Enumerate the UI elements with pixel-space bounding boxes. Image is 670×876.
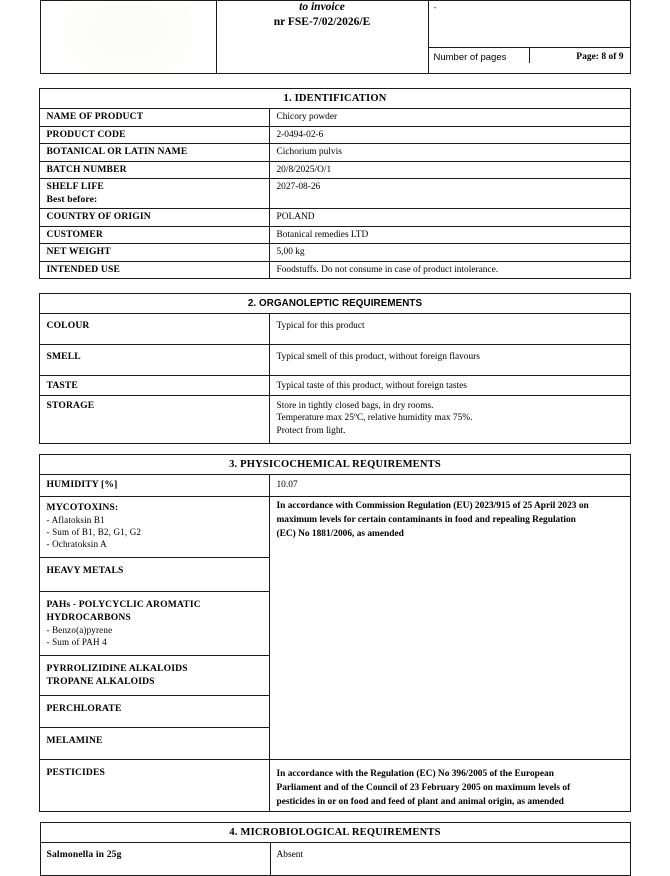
row-label-pahs [40,592,270,656]
row-value: Foodstuffs. Do not consume in case of product intolerance. [270,261,630,279]
row-value-humidity: 10.07 [270,475,630,497]
row-label: TASTE [40,376,270,396]
row-label: PAHs - POLYCYCLIC AROMATIC [46,599,201,610]
regulation-line: maximum levels for certain contaminants in food and repealing Regulation [276,514,576,525]
organoleptic-table [39,293,630,444]
sub-item: - Aflatoksin B1 [46,515,105,525]
row-label-secondary: Best before: [46,193,98,205]
regulation-line: In accordance with the Regulation (EC) No 396/2005 of the European [276,769,554,779]
table-row [40,144,630,162]
sub-item: - Ochratoksin A [46,539,107,549]
section-title-text: 4. MICROBIOLOGICAL REQUIREMENTS [40,823,630,843]
row-value: Chicory powder [270,109,630,127]
section-title-text: 1. IDENTIFICATION [40,89,630,109]
microbiological-table [40,822,631,876]
section-title-physicochemical [40,455,630,475]
table-row [40,496,630,558]
row-value: 5,00 kg [270,244,630,262]
row-label: STORAGE [40,395,270,444]
row-label: COUNTRY OF ORIGIN [40,209,270,227]
row-label: SMELL [40,345,270,376]
row-value-storage [270,395,630,444]
row-label: CUSTOMER [40,226,270,244]
row-value: Typical for this product [270,314,630,345]
table-row [40,209,630,227]
row-value: Typical smell of this product, without foreign flavours [270,345,630,376]
row-label: TROPANE ALKALOIDS [46,675,155,687]
section-title-microbiological [40,823,630,843]
table-row [40,843,630,876]
header-note: - [429,1,630,48]
row-label-perchlorate: PERCHLORATE [40,696,270,728]
table-row [40,109,630,127]
row-label: MYCOTOXINS: [46,501,119,513]
invoice-number: nr FSE-7/02/2026/E [273,16,371,28]
row-label-shelf-life [40,179,270,209]
row-label-mycotoxins [40,496,270,558]
row-value: 2-0494-02-6 [270,126,630,144]
invoice-reference-cell [216,1,428,74]
contaminants-regulation-value [270,496,630,760]
regulation-line: Parliament and of the Council of 23 February 2005 on maximum levels of [276,783,571,793]
row-label: NAME OF PRODUCT [40,109,270,127]
regulation-line: pesticides in or on food and feed of plant and animal origin, as amended [276,797,564,807]
table-row [40,760,630,812]
row-label: PRODUCT CODE [40,126,270,144]
row-label-alkaloids [40,656,270,696]
table-row [40,126,630,144]
row-value: POLAND [270,209,630,227]
storage-line: Temperature max 25ºC, relative humidity max 75%. [276,413,473,423]
row-label: COLOUR [40,314,270,345]
section-title-identification [40,89,630,109]
pesticides-regulation-value [270,760,630,812]
table-row [40,475,630,497]
regulation-line: (EC) No 1881/2006, as amended [276,528,404,539]
storage-line: Store in tightly closed bags, in dry rooms. [276,400,434,411]
page-info-table [429,1,630,63]
row-label-pesticides: PESTICIDES [40,760,270,812]
section-title-text: 2. ORGANOLEPTIC REQUIREMENTS [40,294,630,314]
row-label-heavy-metals: HEAVY METALS [40,558,270,592]
row-label-salmonella: Salmonella in 25g [40,843,270,876]
row-label: BOTANICAL OR LATIN NAME [40,144,270,162]
table-row [40,261,630,279]
row-label: SHELF LIFE [46,181,104,192]
table-row [40,161,630,179]
identification-table [39,88,630,279]
logo-cell [40,1,216,74]
sub-item: - Sum of PAH 4 [46,637,107,647]
row-label: NET WEIGHT [40,244,270,262]
section-title-text: 3. PHYSICOCHEMICAL REQUIREMENTS [40,455,630,475]
row-value: Botanical remedies LTD [270,226,630,244]
table-row [40,376,630,396]
invoice-label: to invoice [299,1,345,13]
row-value: 2027-08-26 [270,179,630,209]
number-of-pages-label: Number of pages [429,48,530,64]
table-row [40,395,630,444]
row-label: INTENDED USE [40,261,270,279]
header-table [40,0,631,74]
page-info-cell [428,1,630,74]
page-indicator: Page: 8 of 9 [576,52,624,62]
physicochemical-table [39,454,630,812]
section-title-organoleptic [40,294,630,314]
row-label: BATCH NUMBER [40,161,270,179]
document-header [0,0,670,74]
row-value-salmonella: Absent [270,843,630,876]
table-row [40,345,630,376]
table-row [40,314,630,345]
row-label-melamine: MELAMINE [40,728,270,760]
company-logo-icon [59,1,199,74]
row-label-humidity: HUMIDITY [%] [40,475,270,497]
row-value: Cichorium pulvis [270,144,630,162]
row-label: PYRROLIZIDINE ALKALOIDS [46,663,188,674]
sub-item: - Sum of B1, B2, G1, G2 [46,527,142,537]
storage-line: Protect from light. [276,425,346,436]
table-row [40,226,630,244]
row-value: 20/8/2025/O/1 [270,161,630,179]
table-row [40,179,630,209]
row-value: Typical taste of this product, without foreign tastes [270,376,630,396]
regulation-line: In accordance with Commission Regulation (EU) 2023/915 of 25 April 2023 on [276,500,589,511]
sub-item: - Benzo(a)pyrene [46,625,113,635]
row-label: HYDROCARBONS [46,611,131,623]
table-row [40,244,630,262]
